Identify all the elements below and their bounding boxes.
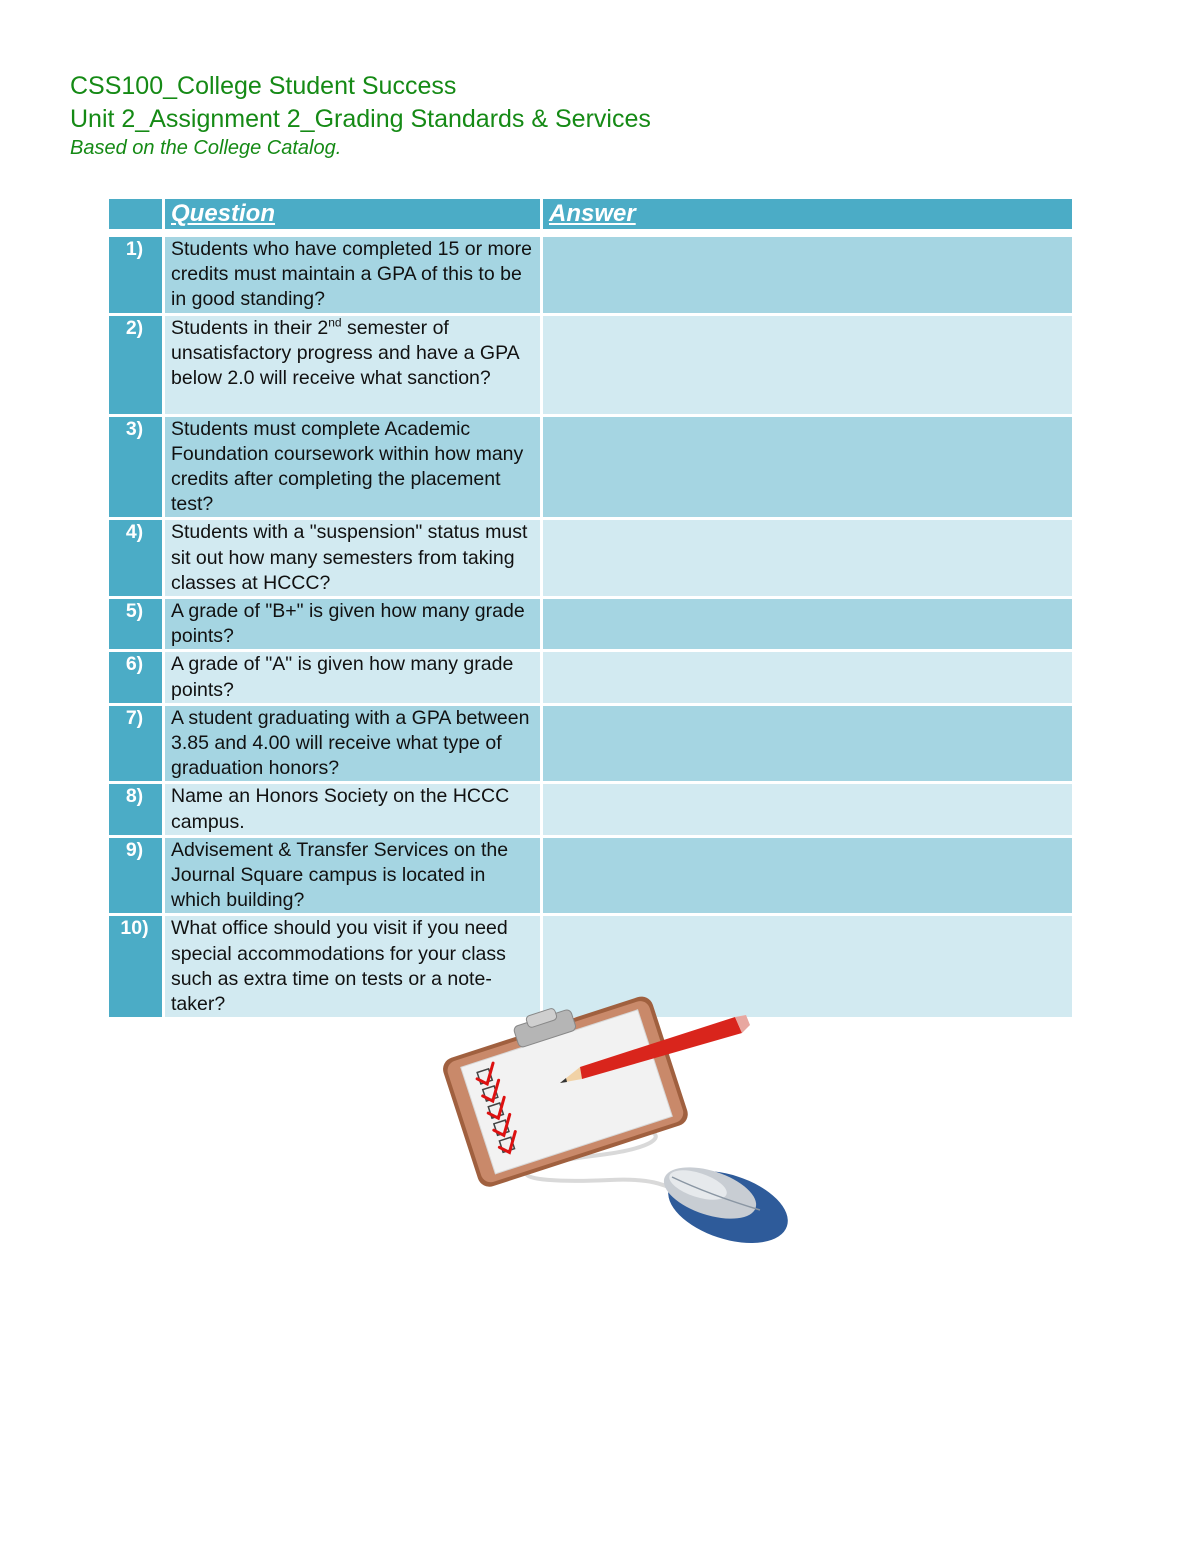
question-number: 3) bbox=[109, 417, 162, 518]
question-number: 4) bbox=[109, 520, 162, 596]
course-title: CSS100_College Student Success bbox=[70, 72, 457, 100]
answer-cell[interactable] bbox=[543, 237, 1072, 313]
question-number: 7) bbox=[109, 706, 162, 782]
question-number: 5) bbox=[109, 599, 162, 649]
question-text: A grade of "A" is given how many grade points? bbox=[165, 652, 540, 702]
question-text: Advisement & Transfer Services on the Journal Square campus is located in which building? bbox=[165, 838, 540, 914]
question-table bbox=[106, 196, 1075, 1020]
table-row bbox=[109, 784, 1072, 834]
document-header bbox=[70, 70, 651, 160]
table-row bbox=[109, 237, 1072, 313]
answer-cell[interactable] bbox=[543, 520, 1072, 596]
answer-cell[interactable] bbox=[543, 316, 1072, 414]
clipboard-checklist-pencil-mouse-icon bbox=[410, 995, 800, 1250]
question-text-part: Students in their 2 bbox=[171, 316, 329, 339]
table-row bbox=[109, 316, 1072, 414]
assignment-title: Unit 2_Assignment 2_Grading Standards & Services bbox=[70, 105, 651, 133]
question-text: A student graduating with a GPA between 3.85 and 4.00 will receive what type of graduation honors? bbox=[165, 706, 540, 782]
table-row bbox=[109, 520, 1072, 596]
question-text: A grade of "B+" is given how many grade points? bbox=[165, 599, 540, 649]
table-row bbox=[109, 417, 1072, 518]
answer-cell[interactable] bbox=[543, 706, 1072, 782]
answer-cell[interactable] bbox=[543, 838, 1072, 914]
answer-cell[interactable] bbox=[543, 652, 1072, 702]
question-text: Students who have completed 15 or more credits must maintain a GPA of this to be in good standing? bbox=[165, 237, 540, 313]
question-number: 10) bbox=[109, 916, 162, 1017]
ordinal-suffix: nd bbox=[328, 315, 342, 330]
question-number: 2) bbox=[109, 316, 162, 414]
document-subtitle: Based on the College Catalog. bbox=[70, 137, 342, 159]
table-row bbox=[109, 706, 1072, 782]
table-row bbox=[109, 838, 1072, 914]
header-answer-cell: Answer bbox=[543, 199, 1072, 229]
answer-cell[interactable] bbox=[543, 417, 1072, 518]
table-row bbox=[109, 599, 1072, 649]
question-number: 9) bbox=[109, 838, 162, 914]
header-question-cell: Question bbox=[165, 199, 540, 229]
question-number: 1) bbox=[109, 237, 162, 313]
answer-cell[interactable] bbox=[543, 784, 1072, 834]
question-text: Name an Honors Society on the HCCC campus. bbox=[165, 784, 540, 834]
table-header-row bbox=[109, 199, 1072, 229]
question-text-part: semester of unsatisfactory progress and have a GPA below 2.0 will receive what sanction? bbox=[171, 316, 519, 390]
question-text bbox=[165, 316, 540, 414]
question-number: 6) bbox=[109, 652, 162, 702]
question-text: Students must complete Academic Foundation coursework within how many credits after completing the placement test? bbox=[165, 417, 540, 518]
header-num-cell bbox=[109, 199, 162, 229]
question-text: Students with a "suspension" status must sit out how many semesters from taking classes at HCCC? bbox=[165, 520, 540, 596]
question-text: What office should you visit if you need special accommodations for your class such as extra time on tests or a note-taker? bbox=[165, 916, 540, 1017]
table-row bbox=[109, 652, 1072, 702]
question-number: 8) bbox=[109, 784, 162, 834]
answer-cell[interactable] bbox=[543, 599, 1072, 649]
